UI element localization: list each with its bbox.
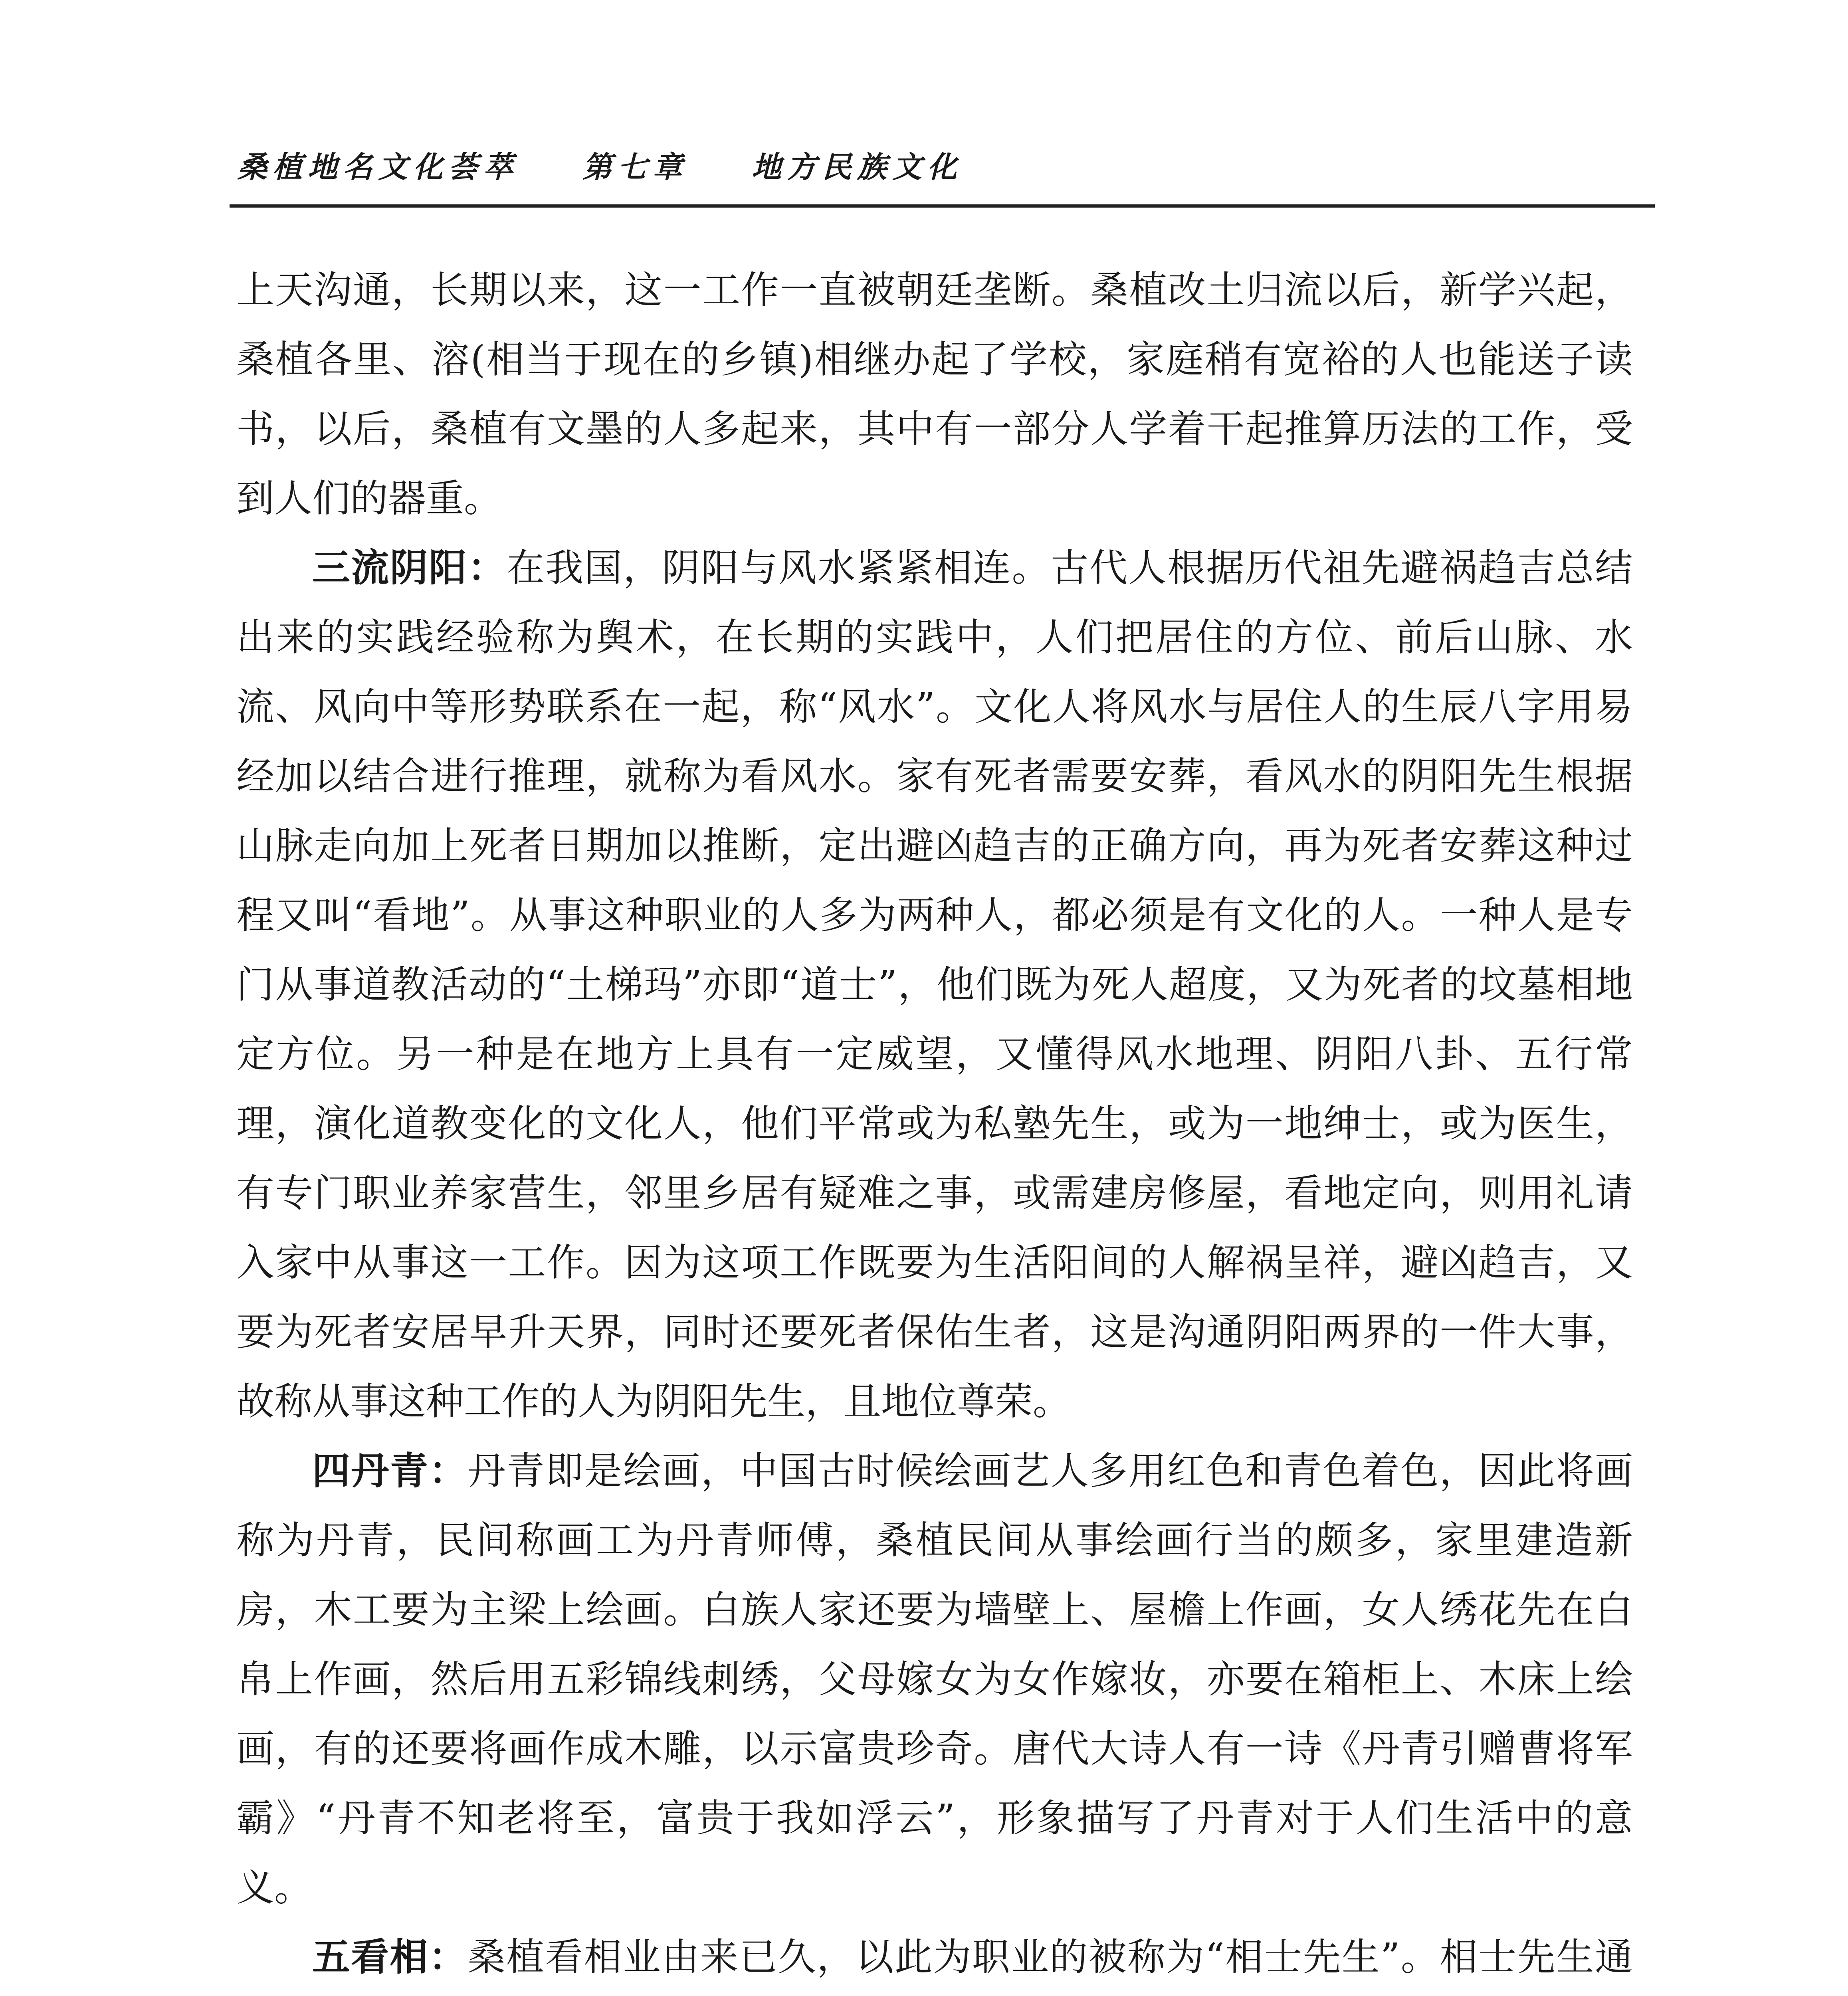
paragraph-yinyang (236, 533, 1633, 1436)
header-book-title: 桑植地名文化荟萃 (238, 150, 519, 184)
paragraph-term: 三流阴阳： (312, 546, 507, 590)
page-body (236, 255, 1633, 1996)
paragraph-text: 上天沟通，长期以来，这一工作一直被朝廷垄断。桑植改土归流以后，新学兴起，桑植各里、溶(相当于现在的乡镇)相继办起了学校，家庭稍有宽裕的人也能送子读书，以后，桑植有文墨的人多起来，其中有一部分人学着干起推算历法的工作，受到人们的器重。 (236, 268, 1633, 521)
header-chapter: 第七章 (582, 150, 688, 184)
paragraph-term: 五看相： (312, 1935, 467, 1979)
header-rule (230, 204, 1655, 208)
paragraph-continuation (236, 255, 1633, 533)
paragraph-text: 在我国，阴阳与风水紧紧相连。古代人根据历代祖先避祸趋吉总结出来的实践经验称为舆术，在长期的实践中，人们把居住的方位、前后山脉、水流、风向中等形势联系在一起，称“风水”。文化人将风水与居住人的生辰八字用易经加以结合进行推理，就称为看风水。家有死者需要安葬，看风水的阴阳先生根据山脉走向加上死者日期加以推断，定出避凶趋吉的正确方向，再为死者安葬这种过程又叫“看地”。从事这种职业的人多为两种人，都必须是有文化的人。一种人是专门从事道教活动的“土梯玛”亦即“道士”，他们既为死人超度，又为死者的坟墓相地定方位。另一种是在地方上具有一定威望，又懂得风水地理、阴阳八卦、五行常理，演化道教变化的文化人，他们平常或为私塾先生，或为一地绅士，或为医生，有专门职业养家营生，邻里乡居有疑难之事，或需建房修屋，看地定向，则用礼请入家中从事这一工作。因为这项工作既要为生活阳间的人解祸呈祥，避凶趋吉，又要为死者安居早升天界，同时还要死者保佑生者，这是沟通阴阳两界的一件大事，故称从事这种工作的人为阴阳先生，且地位尊荣。 (236, 546, 1633, 1424)
running-header (238, 144, 1026, 186)
paragraph-danqing (236, 1436, 1633, 1923)
paragraph-text: 桑植看相业由来已久，以此为职业的被称为“相士先生”。相士先生通 (467, 1935, 1633, 1979)
paragraph-text: 丹青即是绘画，中国古时候绘画艺人多用红色和青色着色，因此将画称为丹青，民间称画工为丹青师傅，桑植民间从事绘画行当的颇多，家里建造新房，木工要为主梁上绘画。白族人家还要为墙壁上、屋檐上作画，女人绣花先在白帛上作画，然后用五彩锦线刺绣，父母嫁女为女作嫁妆，亦要在箱柜上、木床上绘画，有的还要将画作成木雕，以示富贵珍奇。唐代大诗人有一诗《丹青引赠曹将军霸》“丹青不知老将至，富贵于我如浮云”，形象描写了丹青对于人们生活中的意义。 (236, 1449, 1633, 1910)
paragraph-term: 四丹青： (312, 1449, 468, 1493)
header-section: 地方民族文化 (752, 150, 963, 184)
paragraph-kanxiang (236, 1923, 1633, 1996)
